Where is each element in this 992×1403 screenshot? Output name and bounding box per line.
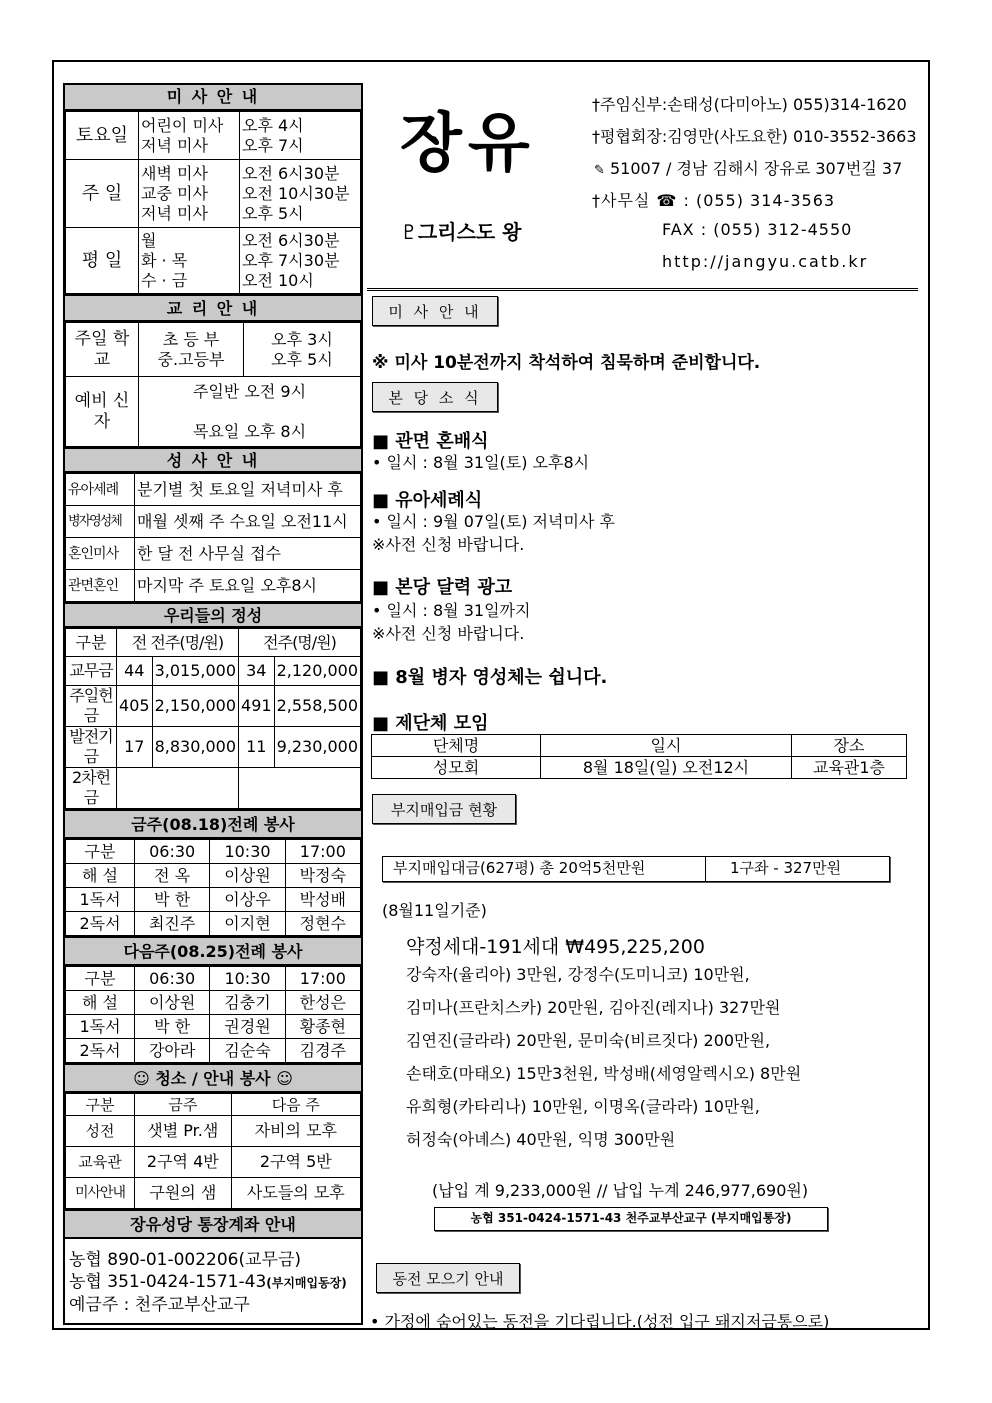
mass-time: 오전 6시30분 bbox=[242, 163, 340, 183]
mass-day: 주 일 bbox=[66, 160, 139, 228]
mass-time: 오후 7시30분 bbox=[242, 250, 340, 270]
col-header: 10:30 bbox=[210, 840, 285, 864]
place: 성전 bbox=[66, 1116, 135, 1147]
cleaning-table bbox=[65, 1093, 361, 1209]
mass-name: 교중 미사 bbox=[141, 183, 208, 203]
col-header: 06:30 bbox=[135, 967, 210, 991]
school-group: 초 등 부 bbox=[162, 329, 220, 349]
masthead-subtitle: ♇그리스도 왕 bbox=[400, 220, 522, 244]
address-line bbox=[594, 156, 902, 179]
news-line: • 일시 : 8월 31일까지 bbox=[372, 601, 531, 620]
col-header: 17:00 bbox=[285, 840, 360, 864]
col-header: 구분 bbox=[66, 967, 135, 991]
team: 2구역 5반 bbox=[231, 1147, 360, 1178]
server: 정현수 bbox=[285, 912, 360, 936]
col-header: 전주(명/원) bbox=[239, 629, 361, 657]
fax: FAX : (055) 312-4550 bbox=[662, 220, 853, 239]
website-link[interactable]: http://jangyu.catb.kr bbox=[662, 252, 869, 271]
server: 박 한 bbox=[135, 888, 210, 912]
pastor-info: †주임신부:손태성(다미아노) 055)314-1620 bbox=[592, 95, 907, 114]
office-phone: †사무실 ☎ : (055) 314-3563 bbox=[592, 191, 836, 210]
masthead-divider bbox=[367, 288, 918, 291]
col-header: 구분 bbox=[66, 1094, 135, 1116]
account-line: 농협 351-0424-1571-43 bbox=[69, 1272, 267, 1292]
coin-collection-button[interactable]: 동전 모으기 안내 bbox=[376, 1263, 520, 1293]
server: 박정숙 bbox=[285, 864, 360, 888]
server: 이지현 bbox=[210, 912, 285, 936]
sacrament-table bbox=[65, 473, 361, 602]
mass-day: 토요일 bbox=[66, 112, 139, 160]
server: 김경주 bbox=[285, 1039, 360, 1063]
news-line: ※사전 신청 바랍니다. bbox=[372, 535, 525, 554]
mass-time: 오후 5시 bbox=[242, 203, 304, 223]
sacrament-key: 유아세례 bbox=[66, 474, 135, 506]
payment-totals: (납입 계 9,233,000원 // 납입 누계 246,977,690원) bbox=[432, 1181, 809, 1200]
server: 이상원 bbox=[135, 991, 210, 1015]
account-line: (부지매입동장) bbox=[266, 1276, 347, 1290]
sacrament-header: 성 사 안 내 bbox=[65, 447, 361, 473]
place: 교육관 bbox=[66, 1147, 135, 1178]
land-total: 부지매입대금(627평) 총 20억5천만원 bbox=[383, 857, 706, 881]
role: 해 설 bbox=[66, 991, 135, 1015]
service-this-header: 금주(08.18)전례 봉사 bbox=[65, 809, 361, 839]
donor-line: 유희형(카타리나) 10만원, 이명옥(글라라) 10만원, bbox=[406, 1097, 760, 1116]
server: 한성은 bbox=[285, 991, 360, 1015]
server: 김충기 bbox=[210, 991, 285, 1015]
doctrine-header: 교 리 안 내 bbox=[65, 294, 361, 322]
left-column bbox=[63, 83, 363, 1325]
sacrament-key: 병자영성체 bbox=[66, 506, 135, 538]
server: 권경원 bbox=[210, 1015, 285, 1039]
group-time: 8월 18일(일) 오전12시 bbox=[541, 757, 792, 779]
offering-table bbox=[65, 628, 361, 809]
mass-name: 월 bbox=[141, 230, 157, 250]
mass-time: 오전 6시30분 bbox=[242, 230, 340, 250]
sunday-school-label: 주일 학교 bbox=[66, 323, 139, 377]
team: 사도들의 모후 bbox=[231, 1178, 360, 1209]
pledge-summary: 약정세대-191세대 ₩495,225,200 bbox=[406, 936, 705, 958]
sacrament-value: 매월 셋째 주 수요일 오전11시 bbox=[135, 506, 361, 538]
group-name: 성모회 bbox=[372, 757, 541, 779]
bank-account-box: 농협 351-0424-1571-43 천주교부산교구 (부지매입통장) bbox=[434, 1207, 828, 1231]
land-date: (8월11일기준) bbox=[382, 901, 487, 920]
news-title: ■ 제단체 모임 bbox=[372, 713, 489, 734]
col-header: 10:30 bbox=[210, 967, 285, 991]
role: 해 설 bbox=[66, 864, 135, 888]
mass-notice: ※ 미사 10분전까지 착석하여 침묵하며 준비합니다. bbox=[372, 353, 761, 373]
mass-info-button[interactable]: 미 사 안 내 bbox=[372, 296, 498, 326]
offering-cell: 491 bbox=[239, 686, 275, 727]
donor-line: 허정숙(아녜스) 40만원, 익명 300만원 bbox=[406, 1130, 676, 1149]
groups-table bbox=[371, 734, 907, 779]
col-header: 17:00 bbox=[285, 967, 360, 991]
cleaning-header: ☺ 청소 / 안내 봉사 ☺ bbox=[65, 1063, 361, 1093]
news-title: ■ 유아세례식 bbox=[372, 490, 483, 511]
offering-header: 우리들의 정성 bbox=[65, 602, 361, 628]
address-icon: ✎ bbox=[594, 163, 605, 178]
sacrament-value: 마지막 주 토요일 오후8시 bbox=[135, 570, 361, 602]
col-header: 06:30 bbox=[135, 840, 210, 864]
news-title: ■ 관면 혼배식 bbox=[372, 431, 489, 452]
land-purchase-button[interactable]: 부지매입금 현황 bbox=[372, 794, 516, 824]
role: 2독서 bbox=[66, 1039, 135, 1063]
offering-cell: 44 bbox=[117, 657, 153, 686]
server: 이상원 bbox=[210, 864, 285, 888]
school-group: 중.고등부 bbox=[157, 349, 225, 369]
team: 구원의 샘 bbox=[135, 1178, 232, 1209]
group-place: 교육관1층 bbox=[792, 757, 907, 779]
mass-name: 화 · 목 bbox=[141, 250, 188, 270]
mass-name: 수 · 금 bbox=[141, 270, 188, 290]
role: 1독서 bbox=[66, 1015, 135, 1039]
service-this-table bbox=[65, 839, 361, 936]
address: 51007 / 경남 김해시 장유로 307번길 37 bbox=[610, 159, 903, 178]
col-header: 장소 bbox=[792, 735, 907, 757]
server: 박 한 bbox=[135, 1015, 210, 1039]
team: 샛별 Pr.샘 bbox=[135, 1116, 232, 1147]
offering-cell: 11 bbox=[239, 727, 275, 768]
col-header: 단체명 bbox=[372, 735, 541, 757]
account-header: 장유성당 통장계좌 안내 bbox=[65, 1209, 361, 1239]
council-info: †평협회장:김영만(사도요한) 010-3552-3663 bbox=[592, 127, 917, 146]
offering-cell: 2,558,500 bbox=[274, 686, 360, 727]
offering-cell: 405 bbox=[117, 686, 153, 727]
mass-time: 오후 7시 bbox=[242, 135, 304, 155]
mass-day: 평 일 bbox=[66, 228, 139, 294]
place: 미사안내 bbox=[66, 1178, 135, 1209]
sacrament-value: 분기별 첫 토요일 저녁미사 후 bbox=[135, 474, 361, 506]
server: 강아라 bbox=[135, 1039, 210, 1063]
role: 2독서 bbox=[66, 912, 135, 936]
col-header: 구분 bbox=[66, 840, 135, 864]
service-next-table bbox=[65, 966, 361, 1063]
mass-header: 미 사 안 내 bbox=[65, 85, 361, 111]
account-info bbox=[65, 1239, 361, 1316]
offering-label: 2차헌금 bbox=[66, 768, 117, 809]
offering-label: 주일헌금 bbox=[66, 686, 117, 727]
col-header: 금주 bbox=[135, 1094, 232, 1116]
offering-cell: 9,230,000 bbox=[274, 727, 360, 768]
account-line: 농협 890-01-002206(교무금) bbox=[69, 1250, 302, 1270]
coin-notice: • 가정에 숨어있는 동전을 기다립니다.(성전 입구 돼지저금통으로) bbox=[370, 1312, 830, 1331]
service-next-header: 다음주(08.25)전례 봉사 bbox=[65, 936, 361, 966]
offering-label: 교무금 bbox=[66, 657, 117, 686]
offering-label: 발전기금 bbox=[66, 727, 117, 768]
col-header: 일시 bbox=[541, 735, 792, 757]
masthead-title: 장유 bbox=[400, 107, 536, 181]
offering-cell bbox=[239, 768, 361, 809]
mass-name: 새벽 미사 bbox=[141, 163, 208, 183]
server: 전 옥 bbox=[135, 864, 210, 888]
mass-name: 저녁 미사 bbox=[141, 135, 208, 155]
server: 김순숙 bbox=[210, 1039, 285, 1063]
server: 최진주 bbox=[135, 912, 210, 936]
sacrament-value: 한 달 전 사무실 접수 bbox=[135, 538, 361, 570]
news-line: ※사전 신청 바랍니다. bbox=[372, 624, 525, 643]
land-summary-box bbox=[382, 856, 890, 882]
parish-news-button[interactable]: 본 당 소 식 bbox=[372, 382, 498, 412]
sacrament-key: 관면혼인 bbox=[66, 570, 135, 602]
school-time: 오후 5시 bbox=[271, 349, 333, 369]
catechumen-time: 목요일 오후 8시 bbox=[192, 421, 307, 441]
news-line: • 일시 : 8월 31일(토) 오후8시 bbox=[372, 453, 590, 472]
catechumen-time: 주일반 오전 9시 bbox=[192, 381, 307, 401]
server: 이상우 bbox=[210, 888, 285, 912]
donor-line: 손태호(마태오) 15만3천원, 박성배(세영알렉시오) 8만원 bbox=[406, 1064, 802, 1083]
offering-cell bbox=[117, 768, 239, 809]
account-line: 예금주 : 천주교부산교구 bbox=[69, 1295, 250, 1315]
news-line: • 일시 : 9월 07일(토) 저녁미사 후 bbox=[372, 512, 615, 531]
donor-line: 강숙자(율리아) 3만원, 강정수(도미니코) 10만원, bbox=[406, 965, 750, 984]
offering-cell: 2,150,000 bbox=[152, 686, 238, 727]
mass-name: 어린이 미사 bbox=[141, 115, 224, 135]
sacrament-key: 혼인미사 bbox=[66, 538, 135, 570]
offering-cell: 17 bbox=[117, 727, 153, 768]
mass-time: 오전 10시 bbox=[242, 270, 314, 290]
news-title: ■ 본당 달력 광고 bbox=[372, 577, 513, 598]
mass-table bbox=[65, 111, 361, 294]
donor-line: 김미나(프란치스카) 20만원, 김아진(레지나) 327만원 bbox=[406, 998, 781, 1017]
catechumen-label: 예비 신자 bbox=[66, 377, 139, 447]
server: 황종현 bbox=[285, 1015, 360, 1039]
role: 1독서 bbox=[66, 888, 135, 912]
school-time: 오후 3시 bbox=[271, 329, 333, 349]
col-header: 다음 주 bbox=[231, 1094, 360, 1116]
col-header: 구분 bbox=[66, 629, 117, 657]
mass-name: 저녁 미사 bbox=[141, 203, 208, 223]
offering-cell: 34 bbox=[239, 657, 275, 686]
col-header: 전 전주(명/원) bbox=[117, 629, 239, 657]
mass-time: 오전 10시30분 bbox=[242, 183, 350, 203]
team: 자비의 모후 bbox=[231, 1116, 360, 1147]
land-unit: 1구좌 - 327만원 bbox=[730, 859, 842, 877]
offering-cell: 8,830,000 bbox=[152, 727, 238, 768]
offering-cell: 2,120,000 bbox=[274, 657, 360, 686]
team: 2구역 4반 bbox=[135, 1147, 232, 1178]
mass-time: 오후 4시 bbox=[242, 115, 304, 135]
doctrine-table bbox=[65, 322, 361, 447]
news-title: ■ 8월 병자 영성체는 쉽니다. bbox=[372, 667, 608, 688]
server: 박성배 bbox=[285, 888, 360, 912]
donor-line: 김연진(글라라) 20만원, 문미숙(비르짓다) 200만원, bbox=[406, 1031, 771, 1050]
offering-cell: 3,015,000 bbox=[152, 657, 238, 686]
